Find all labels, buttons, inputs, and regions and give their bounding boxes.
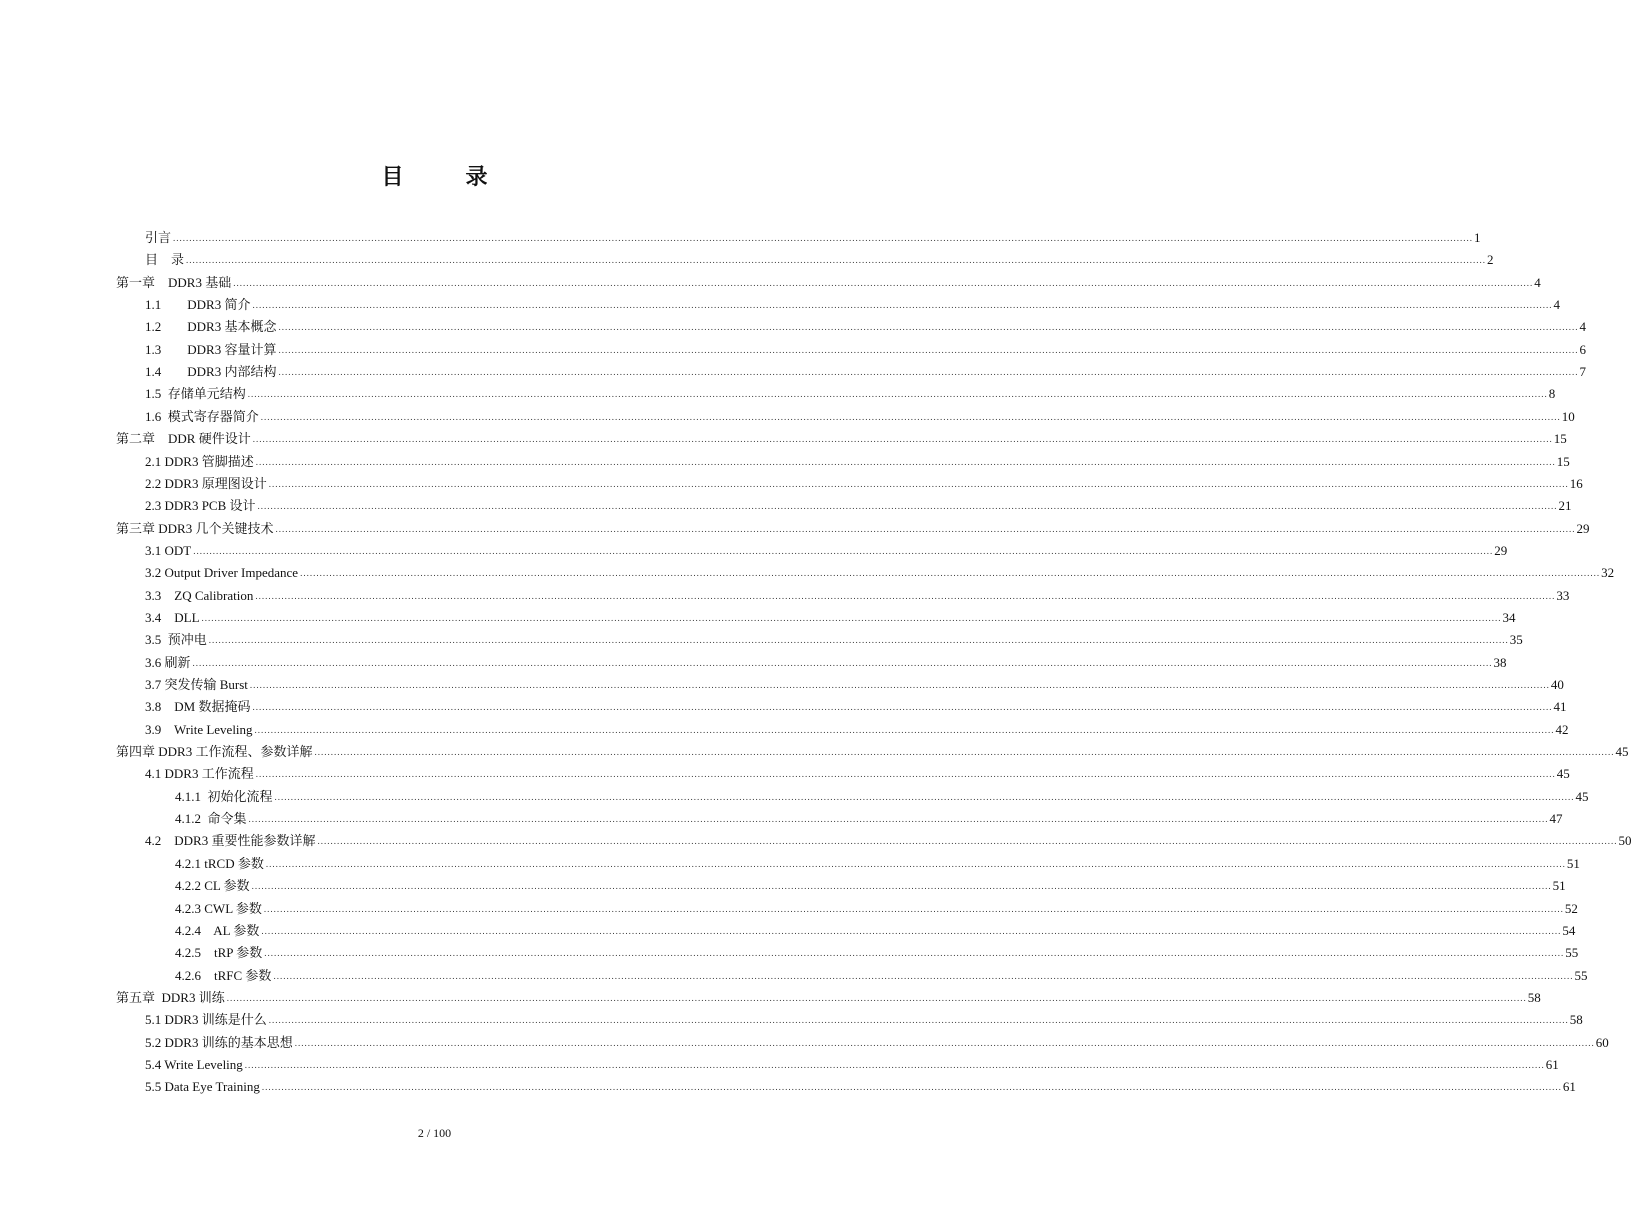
toc-dot-leader: ................................................................................................................................................................................................................................................................................................................................................................................................................ [192,657,1493,668]
toc-entry-page: 1 [1474,230,1481,245]
toc-entry[interactable] [145,1031,1609,1051]
toc-entry[interactable] [145,248,1494,268]
toc-entry[interactable] [145,293,1560,313]
toc-entry-page: 32 [1601,565,1615,581]
toc-entry-label: 4.2.3 CWL 参数 [175,900,262,916]
toc-dot-leader: ................................................................................................................................................................................................................................................................................................................................................................................................................ [268,478,1569,489]
toc-entry-label: 第一章 DDR3 基础 [116,274,232,290]
toc-entry[interactable] [145,584,1570,604]
toc-entry-page: 51 [1566,855,1580,871]
toc-entry[interactable] [145,405,1575,425]
toc-dot-leader: ................................................................................................................................................................................................................................................................................................................................................................................................................ [278,367,1579,378]
toc-dot-leader: ................................................................................................................................................................................................................................................................................................................................................................................................................ [193,545,1494,556]
toc-entry-label: 4.2.6 tRFC 参数 [175,967,272,983]
toc-dot-leader: ................................................................................................................................................................................................................................................................................................................................................................................................................ [247,389,1548,400]
toc-dot-leader: ................................................................................................................................................................................................................................................................................................................................................................................................................ [264,948,1565,959]
toc-entry-page: 7 [1579,364,1586,380]
toc-entry-label: 第五章 DDR3 训练 [116,989,225,1005]
toc-dot-leader: ................................................................................................................................................................................................................................................................................................................................................................................................................ [248,814,1549,825]
toc-entry-label: 3.6 刷新 [145,654,191,670]
toc-entry-label: 3.9 Write Leveling [145,721,253,737]
toc-entry[interactable] [145,360,1586,380]
toc-entry-page: 58 [1569,1012,1583,1028]
toc-entry-page: 45 [1615,744,1629,760]
toc-entry-label: 4.2.1 tRCD 参数 [175,855,264,871]
toc-entry-label: 目 录 [145,252,185,268]
toc-entry-page: 52 [1564,900,1578,916]
toc-entry-label: 2.1 DDR3 管脚描述 [145,453,254,469]
toc-entry-page: 41 [1553,699,1567,715]
toc-entry[interactable] [116,427,1567,447]
toc-dot-leader: ................................................................................................................................................................................................................................................................................................................................................................................................................ [294,1037,1595,1048]
toc-entry-page: 40 [1550,677,1564,692]
toc-entry-label: 4.1.2 命令集 [175,811,247,827]
toc-entry-label: 3.5 预冲电 [145,632,207,648]
toc-entry[interactable] [145,829,1631,849]
toc-entry[interactable] [145,472,1583,492]
toc-dot-leader: ................................................................................................................................................................................................................................................................................................................................................................................................................ [254,724,1555,735]
toc-entry[interactable] [145,1075,1576,1095]
toc-dot-leader: ................................................................................................................................................................................................................................................................................................................................................................................................................ [260,411,1561,422]
toc-entry-label: 1.4 DDR3 内部结构 [145,364,277,380]
toc-entry[interactable] [145,494,1572,514]
toc-entry-label: 1.3 DDR3 容量计算 [145,341,277,357]
toc-entry[interactable] [116,986,1541,1006]
toc-dot-leader: ................................................................................................................................................................................................................................................................................................................................................................................................................ [173,233,1474,243]
toc-dot-leader: ................................................................................................................................................................................................................................................................................................................................................................................................................ [263,903,1564,914]
toc-dot-leader: ................................................................................................................................................................................................................................................................................................................................................................................................................ [201,612,1502,623]
toc-entry-page: 4 [1553,297,1560,313]
toc-entry[interactable] [145,450,1570,470]
toc-entry-label: 4.2 DDR3 重要性能参数详解 [145,833,316,849]
toc-dot-leader: ................................................................................................................................................................................................................................................................................................................................................................................................................ [252,434,1553,445]
toc-entry-page: 15 [1553,431,1567,447]
toc-entry-label: 4.1 DDR3 工作流程 [145,766,254,782]
toc-entry[interactable] [175,897,1578,917]
toc-entry-label: 5.5 Data Eye Training [145,1079,260,1095]
toc-entry-page: 54 [1562,922,1576,938]
toc-dot-leader: ................................................................................................................................................................................................................................................................................................................................................................................................................ [251,881,1552,892]
toc-entry-label: 1.1 DDR3 简介 [145,297,251,313]
toc-entry-label: 1.6 模式寄存器简介 [145,408,259,424]
toc-entry-page: 6 [1579,341,1586,357]
toc-entry[interactable] [116,517,1590,537]
toc-entry[interactable] [145,382,1556,402]
toc-entry-page: 47 [1549,811,1563,827]
toc-entry-label: 3.4 DLL [145,609,200,625]
toc-entry-label: 引言 [145,230,172,245]
toc-dot-leader: ................................................................................................................................................................................................................................................................................................................................................................................................................ [261,925,1562,936]
toc-entry-page: 61 [1545,1056,1559,1072]
toc-entry[interactable] [116,271,1541,291]
toc-dot-leader: ................................................................................................................................................................................................................................................................................................................................................................................................................ [257,501,1558,512]
toc-entry-label: 3.1 ODT [145,542,192,558]
toc-entry-page: 15 [1556,453,1570,469]
toc-dot-leader: ................................................................................................................................................................................................................................................................................................................................................................................................................ [274,791,1575,802]
toc-entry[interactable] [145,695,1567,715]
toc-entry-page: 60 [1595,1034,1609,1050]
toc-entry[interactable] [145,315,1586,335]
toc-entry-page: 55 [1574,967,1588,983]
toc-entry-label: 4.2.5 tRP 参数 [175,945,263,961]
toc-entry-page: 16 [1569,475,1583,491]
toc-entry[interactable] [145,673,1564,693]
toc-entry[interactable] [145,628,1523,648]
toc-dot-leader: ................................................................................................................................................................................................................................................................................................................................................................................................................ [278,322,1579,333]
toc-entry-label: 3.7 突发传输 Burst [145,677,248,692]
toc-dot-leader: ................................................................................................................................................................................................................................................................................................................................................................................................................ [273,970,1574,981]
toc-entry-page: 58 [1527,989,1541,1005]
toc-entry-label: 2.2 DDR3 原理图设计 [145,475,267,491]
toc-entry[interactable] [175,964,1588,984]
toc-entry-label: 4.2.4 AL 参数 [175,922,260,938]
toc-entry[interactable] [145,606,1516,626]
toc-dot-leader: ................................................................................................................................................................................................................................................................................................................................................................................................................ [300,568,1601,579]
toc-dot-leader: ................................................................................................................................................................................................................................................................................................................................................................................................................ [255,590,1556,601]
toc-entry[interactable] [175,874,1566,894]
toc-entry[interactable] [145,561,1615,581]
toc-dot-leader: ................................................................................................................................................................................................................................................................................................................................................................................................................ [233,277,1534,288]
toc-entry-label: 1.2 DDR3 基本概念 [145,319,277,335]
toc-dot-leader: ................................................................................................................................................................................................................................................................................................................................................................................................................ [278,344,1579,355]
toc-dot-leader: ................................................................................................................................................................................................................................................................................................................................................................................................................ [255,769,1556,780]
toc-entry[interactable] [175,941,1579,961]
toc-dot-leader: ................................................................................................................................................................................................................................................................................................................................................................................................................ [261,1082,1562,1093]
toc-entry-label: 4.2.2 CL 参数 [175,878,250,894]
toc-entry[interactable] [145,1008,1583,1028]
toc-entry[interactable] [145,718,1569,738]
toc-entry-page: 45 [1556,766,1570,782]
toc-entry-label: 第二章 DDR 硬件设计 [116,431,251,447]
toc-entry-page: 35 [1509,632,1523,648]
toc-entry[interactable] [175,919,1576,939]
toc-entry[interactable] [175,807,1563,827]
toc-dot-leader: ................................................................................................................................................................................................................................................................................................................................................................................................................ [275,523,1576,534]
toc-entry[interactable] [116,740,1629,760]
toc-dot-leader: ................................................................................................................................................................................................................................................................................................................................................................................................................ [252,702,1553,713]
toc-entry-label: 5.1 DDR3 训练是什么 [145,1012,267,1028]
toc-dot-leader: ................................................................................................................................................................................................................................................................................................................................................................................................................ [252,300,1553,311]
toc-entry[interactable] [145,338,1586,358]
toc-entry-page: 51 [1552,878,1566,894]
toc-entry-label: 1.5 存储单元结构 [145,386,246,402]
toc-dot-leader: ................................................................................................................................................................................................................................................................................................................................................................................................................ [265,858,1566,869]
toc-dot-leader: ................................................................................................................................................................................................................................................................................................................................................................................................................ [255,456,1556,467]
toc-entry-page: 38 [1493,654,1507,670]
toc-entry[interactable] [175,852,1580,872]
toc-entry-page: 29 [1576,520,1590,536]
toc-entry-page: 42 [1555,721,1569,737]
toc-entry-page: 4 [1534,274,1541,290]
toc-entry[interactable] [145,226,1481,246]
toc-dot-leader: ................................................................................................................................................................................................................................................................................................................................................................................................................ [208,635,1509,646]
toc-entry-page: 21 [1558,498,1572,514]
toc-dot-leader: ................................................................................................................................................................................................................................................................................................................................................................................................................ [317,836,1618,847]
toc-entry-page: 55 [1565,945,1579,961]
toc-entry-page: 50 [1618,833,1631,849]
toc-entry-page: 4 [1579,319,1586,335]
toc-entry-label: 2.3 DDR3 PCB 设计 [145,498,256,514]
toc-entry-label: 5.4 Write Leveling [145,1056,243,1072]
toc-entry-page: 2 [1487,252,1494,268]
toc-dot-leader: ................................................................................................................................................................................................................................................................................................................................................................................................................ [186,255,1487,266]
toc-entry-label: 4.1.1 初始化流程 [175,788,273,804]
toc-entry-page: 8 [1548,386,1556,402]
toc-dot-leader: ................................................................................................................................................................................................................................................................................................................................................................................................................ [249,680,1550,690]
toc-entry[interactable] [145,539,1508,559]
toc-entry[interactable] [145,651,1507,671]
toc-entry-page: 33 [1556,587,1570,603]
toc-entry-page: 34 [1502,609,1516,625]
toc-entry[interactable] [145,1053,1559,1073]
toc-entry-label: 第四章 DDR3 工作流程、参数详解 [116,744,313,760]
toc-entry-page: 45 [1575,788,1589,804]
toc-entry-page: 61 [1562,1079,1576,1095]
toc-entry-label: 5.2 DDR3 训练的基本思想 [145,1034,293,1050]
toc-entry-label: 3.3 ZQ Calibration [145,587,254,603]
toc-dot-leader: ................................................................................................................................................................................................................................................................................................................................................................................................................ [226,992,1527,1003]
toc-entry[interactable] [145,762,1570,782]
toc-dot-leader: ................................................................................................................................................................................................................................................................................................................................................................................................................ [244,1059,1545,1070]
toc-dot-leader: ................................................................................................................................................................................................................................................................................................................................................................................................................ [314,747,1615,758]
page-title: 目 录 [381,164,508,189]
toc-entry-page: 10 [1561,408,1575,424]
toc-entry-label: 第三章 DDR3 几个关键技术 [116,520,274,536]
page-number-footer: 2 / 100 [417,1126,452,1140]
toc-entry-label: 3.2 Output Driver Impedance [145,565,299,581]
toc-entry-page: 29 [1494,542,1508,558]
toc-entry-label: 3.8 DM 数据掩码 [145,699,251,715]
toc-dot-leader: ................................................................................................................................................................................................................................................................................................................................................................................................................ [268,1015,1569,1026]
toc-entry[interactable] [175,785,1589,805]
